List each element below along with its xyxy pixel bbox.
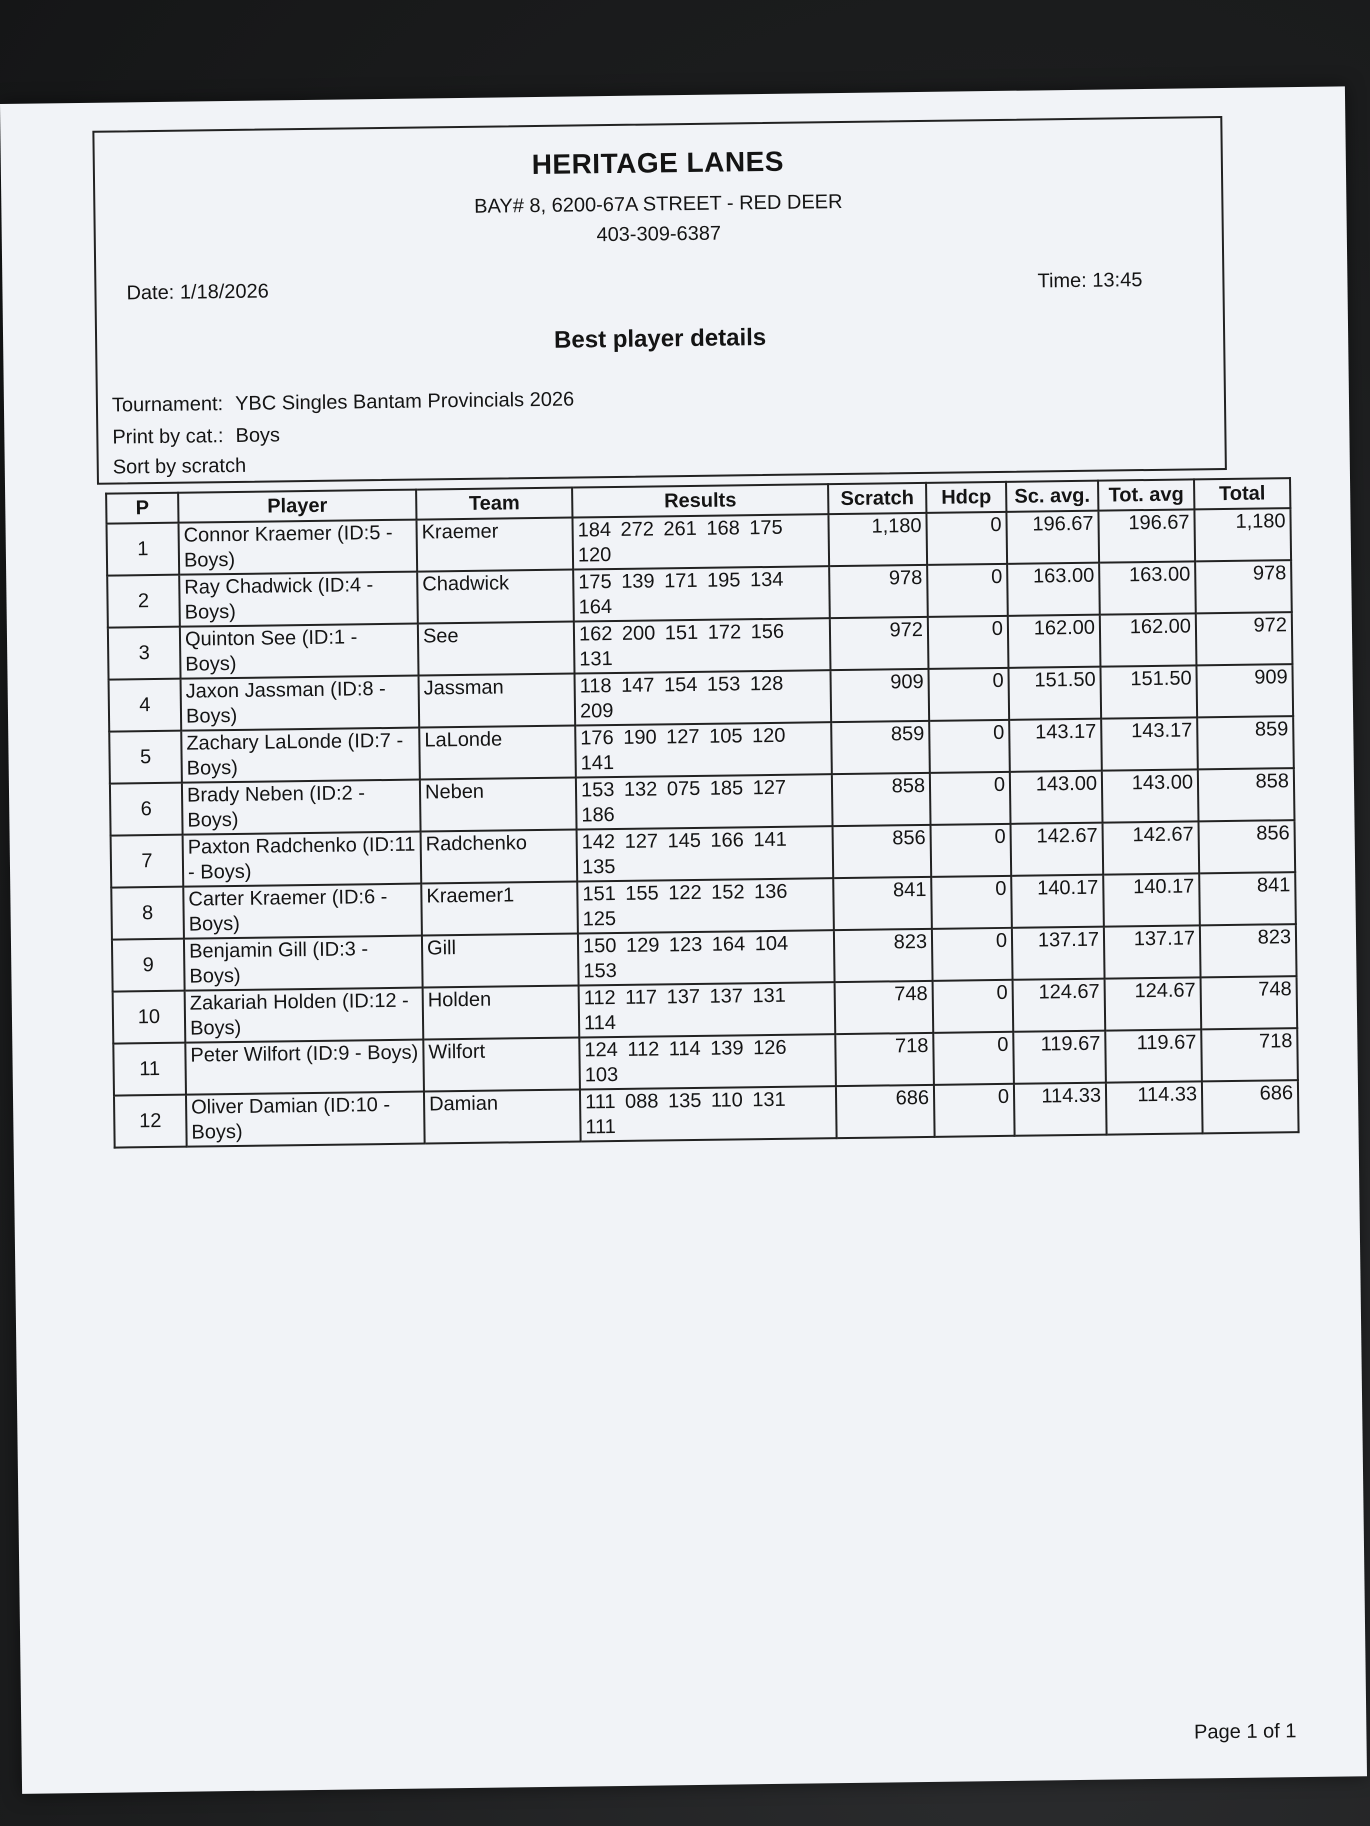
cell-player: Jaxon Jassman (ID:8 - Boys)	[181, 676, 420, 731]
cell-tot-avg: 142.67	[1103, 821, 1200, 874]
cell-hdcp: 0	[928, 616, 1009, 669]
cell-sc-avg: 163.00	[1007, 563, 1100, 616]
results-table	[105, 477, 1299, 1148]
cell-sc-avg: 137.17	[1012, 927, 1105, 980]
cell-sc-avg: 143.17	[1009, 719, 1102, 772]
cell-sc-avg: 142.67	[1011, 823, 1104, 876]
cell-results	[577, 826, 834, 881]
time-value: 13:45	[1092, 269, 1143, 292]
cell-hdcp: 0	[930, 772, 1011, 825]
cell-tot-avg: 163.00	[1099, 561, 1196, 614]
tournament-label: Tournament:	[111, 393, 224, 417]
cell-results	[574, 618, 831, 673]
cell-team: Jassman	[419, 674, 576, 728]
cell-hdcp: 0	[928, 668, 1009, 721]
sort-line: Sort by scratch	[112, 454, 247, 479]
date-value: 1/18/2026	[179, 280, 269, 304]
results-line-1: 124 112 114 139 126	[584, 1036, 787, 1062]
cell-hdcp: 0	[933, 980, 1014, 1033]
report-time	[1037, 269, 1142, 293]
cell-scratch: 856	[833, 825, 932, 878]
cell-results	[580, 1086, 837, 1141]
cell-player: Oliver Damian (ID:10 - Boys)	[186, 1092, 425, 1147]
cell-total: 1,180	[1194, 508, 1291, 561]
results-line-2: 135	[581, 856, 616, 879]
cell-hdcp: 0	[926, 512, 1007, 565]
cell-total: 972	[1196, 612, 1293, 665]
column-header-tot-avg: Tot. avg	[1098, 479, 1194, 510]
cell-team: Holden	[423, 986, 580, 1040]
cell-team: Damian	[424, 1089, 581, 1143]
cell-total: 823	[1200, 924, 1297, 977]
cell-player: Paxton Radchenko (ID:11 - Boys)	[183, 832, 422, 887]
column-header-sc-avg: Sc. avg.	[1006, 481, 1098, 512]
category-label: Print by cat.:	[112, 425, 224, 449]
cell-scratch: 858	[832, 773, 931, 826]
cell-results	[579, 1034, 836, 1089]
cell-results	[572, 514, 829, 569]
column-header-team: Team	[416, 488, 572, 520]
cell-tot-avg: 143.00	[1102, 769, 1199, 822]
cell-tot-avg: 162.00	[1100, 613, 1197, 666]
cell-position: 12	[114, 1095, 187, 1148]
cell-results	[575, 670, 832, 725]
date-label: Date:	[126, 281, 175, 305]
printed-report-page	[0, 86, 1367, 1793]
results-line-2: 111	[585, 1116, 616, 1139]
cell-team: Chadwick	[417, 570, 574, 624]
venue-address: BAY# 8, 6200-67A STREET - RED DEER	[474, 190, 843, 218]
column-header-scratch: Scratch	[828, 483, 926, 514]
cell-scratch: 909	[830, 669, 929, 722]
results-line-1: 142 127 145 166 141	[581, 828, 787, 854]
venue-name: HERITAGE LANES	[531, 145, 785, 181]
report-header	[92, 116, 1227, 485]
cell-sc-avg: 143.00	[1010, 771, 1103, 824]
cell-player: Connor Kraemer (ID:5 - Boys)	[178, 520, 417, 575]
time-label: Time:	[1037, 269, 1087, 293]
cell-scratch: 748	[835, 981, 934, 1034]
cell-tot-avg: 124.67	[1105, 977, 1202, 1030]
cell-hdcp: 0	[932, 928, 1013, 981]
cell-total: 748	[1201, 976, 1298, 1029]
report-title: Best player details	[553, 323, 767, 354]
cell-team: Neben	[420, 778, 577, 832]
venue-phone: 403-309-6387	[596, 222, 722, 247]
results-line-1: 111 088 135 110 131	[584, 1088, 786, 1114]
cell-team: Wilfort	[423, 1037, 580, 1091]
cell-sc-avg: 114.33	[1014, 1083, 1107, 1136]
cell-sc-avg: 162.00	[1008, 615, 1101, 668]
page-number: Page 1 of 1	[1193, 1720, 1297, 1744]
results-line-2: 153	[583, 960, 617, 983]
cell-position: 10	[113, 991, 186, 1044]
cell-team: Kraemer	[416, 518, 573, 572]
category-line	[112, 424, 280, 449]
report-date	[126, 280, 269, 305]
cell-total: 718	[1201, 1028, 1298, 1081]
cell-total: 909	[1196, 664, 1293, 717]
cell-tot-avg: 140.17	[1103, 873, 1200, 926]
results-line-1: 151 155 122 152 136	[582, 880, 788, 906]
cell-total: 856	[1198, 820, 1295, 873]
tournament-line	[112, 389, 574, 418]
cell-results	[578, 930, 835, 985]
cell-scratch: 972	[830, 617, 929, 670]
cell-player: Peter Wilfort (ID:9 - Boys)	[185, 1040, 424, 1095]
column-header-player: Player	[178, 490, 416, 523]
cell-player: Zachary LaLonde (ID:7 - Boys)	[181, 728, 420, 783]
cell-position: 11	[113, 1043, 186, 1096]
cell-team: Gill	[422, 934, 579, 988]
cell-hdcp: 0	[934, 1084, 1015, 1137]
column-header-position: P	[106, 493, 178, 524]
results-line-2: 125	[582, 908, 617, 931]
cell-sc-avg: 119.67	[1013, 1031, 1106, 1084]
cell-tot-avg: 119.67	[1105, 1029, 1202, 1082]
results-line-2: 120	[577, 544, 612, 567]
cell-hdcp: 0	[931, 824, 1012, 877]
cell-team: Radchenko	[421, 830, 578, 884]
cell-position: 7	[111, 835, 184, 888]
cell-sc-avg: 124.67	[1013, 979, 1106, 1032]
column-header-total: Total	[1194, 478, 1290, 509]
cell-hdcp: 0	[933, 1032, 1014, 1085]
cell-scratch: 1,180	[828, 513, 927, 566]
results-line-1: 150 129 123 164 104	[582, 932, 789, 958]
cell-total: 859	[1197, 716, 1294, 769]
cell-player: Brady Neben (ID:2 - Boys)	[182, 780, 421, 835]
cell-tot-avg: 151.50	[1100, 665, 1197, 718]
cell-position: 8	[111, 887, 184, 940]
results-line-2: 164	[578, 596, 613, 619]
cell-tot-avg: 143.17	[1101, 717, 1198, 770]
results-line-1: 153 132 075 185 127	[580, 776, 787, 802]
cell-position: 2	[107, 575, 180, 628]
cell-sc-avg: 196.67	[1006, 511, 1099, 564]
cell-team: Kraemer1	[421, 882, 578, 936]
results-line-2: 186	[581, 804, 615, 827]
cell-tot-avg: 196.67	[1098, 509, 1195, 562]
cell-results	[577, 878, 834, 933]
cell-scratch: 718	[835, 1033, 934, 1086]
cell-total: 686	[1202, 1080, 1299, 1133]
results-line-1: 175 139 171 195 134	[578, 568, 784, 594]
cell-position: 1	[107, 523, 180, 576]
results-line-2: 131	[579, 648, 613, 671]
cell-player: Carter Kraemer (ID:6 - Boys)	[183, 884, 422, 939]
cell-sc-avg: 140.17	[1011, 875, 1104, 928]
results-line-1: 112 117 137 137 131	[583, 984, 786, 1010]
cell-position: 4	[109, 679, 182, 732]
tournament-value: YBC Singles Bantam Provincials 2026	[234, 388, 575, 415]
cell-hdcp: 0	[929, 720, 1010, 773]
cell-player: Quinton See (ID:1 - Boys)	[180, 624, 419, 679]
cell-scratch: 841	[833, 877, 932, 930]
cell-total: 978	[1195, 560, 1292, 613]
cell-hdcp: 0	[931, 876, 1012, 929]
category-value: Boys	[235, 424, 281, 447]
results-line-1: 118 147 154 153 128	[579, 672, 784, 698]
results-line-2: 141	[580, 752, 615, 775]
cell-player: Zakariah Holden (ID:12 - Boys)	[185, 988, 424, 1043]
cell-results	[576, 774, 833, 829]
cell-scratch: 978	[829, 565, 928, 618]
cell-position: 3	[108, 627, 181, 680]
results-line-2: 103	[584, 1063, 619, 1087]
cell-sc-avg: 151.50	[1008, 667, 1101, 720]
cell-scratch: 686	[836, 1085, 935, 1138]
cell-scratch: 859	[831, 721, 930, 774]
cell-results	[575, 722, 832, 777]
cell-tot-avg: 114.33	[1106, 1081, 1203, 1134]
cell-scratch: 823	[834, 929, 933, 982]
cell-results	[579, 982, 836, 1037]
cell-hdcp: 0	[927, 564, 1008, 617]
results-line-2: 209	[579, 700, 614, 723]
cell-total: 858	[1198, 768, 1295, 821]
cell-results	[573, 566, 830, 621]
cell-team: See	[418, 622, 575, 676]
results-line-2: 114	[583, 1012, 617, 1035]
cell-position: 9	[112, 939, 185, 992]
cell-position: 6	[110, 783, 183, 836]
column-header-hdcp: Hdcp	[926, 482, 1006, 513]
results-line-1: 176 190 127 105 120	[580, 724, 786, 750]
cell-team: LaLonde	[419, 726, 576, 780]
cell-player: Ray Chadwick (ID:4 - Boys)	[179, 572, 418, 627]
results-line-1: 162 200 151 172 156	[578, 620, 785, 646]
cell-tot-avg: 137.17	[1104, 925, 1201, 978]
cell-position: 5	[109, 731, 182, 784]
column-header-results: Results	[572, 484, 828, 517]
results-line-1: 184 272 261 168 175	[577, 516, 783, 542]
cell-player: Benjamin Gill (ID:3 - Boys)	[184, 936, 423, 991]
cell-total: 841	[1199, 872, 1296, 925]
